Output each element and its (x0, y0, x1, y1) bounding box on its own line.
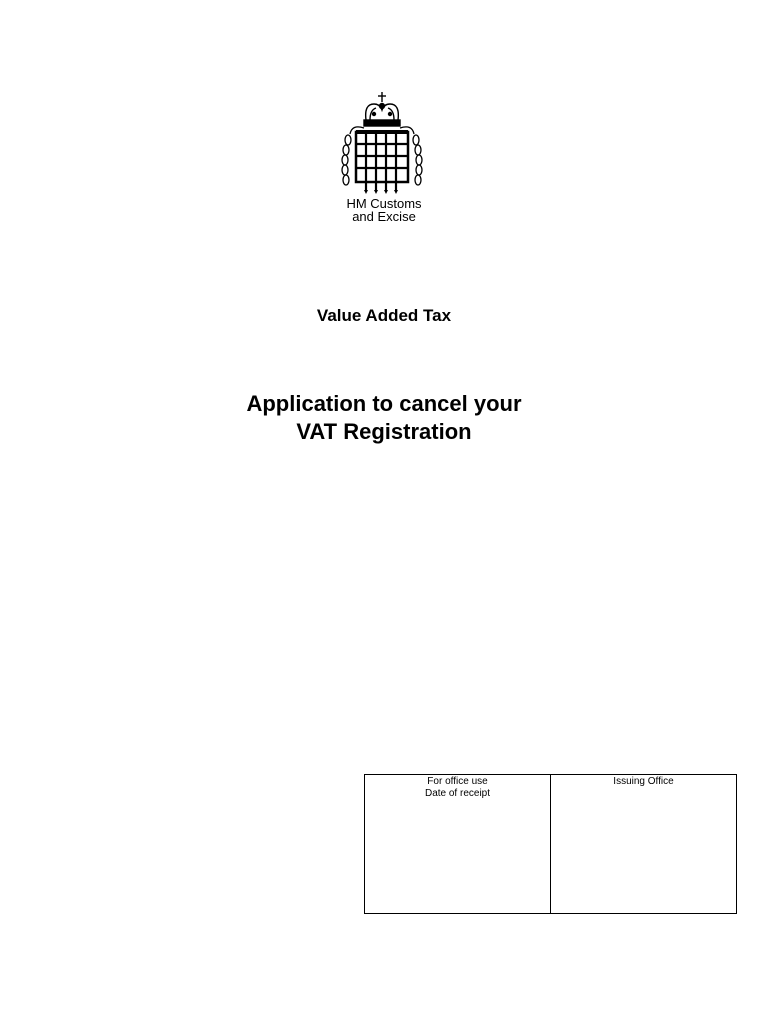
issuing-office-label: Issuing Office (613, 776, 674, 787)
office-use-label: For office use (427, 776, 488, 787)
crowned-portcullis-icon (334, 90, 434, 195)
form-title (0, 390, 768, 446)
date-of-receipt-label: Date of receipt (424, 788, 491, 799)
logo-line-1: HM Customs (346, 196, 422, 211)
date-of-receipt-cell (365, 775, 550, 913)
office-use-box (364, 774, 737, 914)
form-title-line-2: VAT Registration (296, 419, 472, 444)
logo-line-2: and Excise (352, 209, 416, 224)
form-subtitle: Value Added Tax (316, 306, 452, 325)
form-title-line-1: Application to cancel your (246, 391, 522, 416)
issuing-office-cell (550, 775, 736, 913)
logo-caption (330, 197, 438, 223)
hmce-logo (330, 90, 438, 230)
